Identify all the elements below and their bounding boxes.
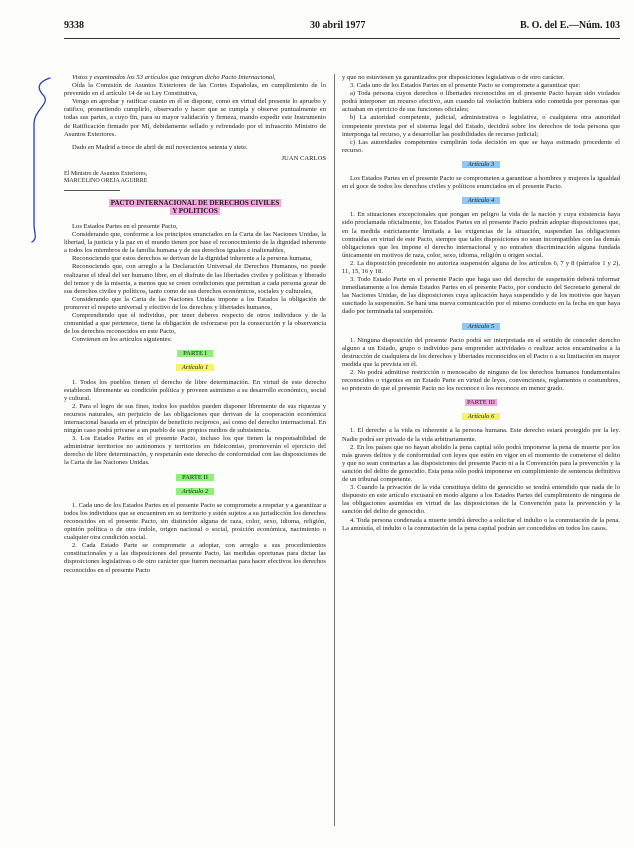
column-divider: [334, 74, 335, 826]
issue-date: 30 abril 1977: [310, 20, 366, 31]
article-3-heading: [342, 161, 620, 169]
part-2-label: PARTE II: [176, 474, 214, 481]
minister-name: MARCELINO OREJA AGUIRRE: [64, 178, 148, 185]
article-6-para-3: 3. Cuando la privación de la vida constituya delito de genocidio se tendrá entendido que nada de lo dispuesto en este artículo excusará en modo alguno a los Estados Partes del cumplimiento de ninguna de las obligaciones asumidas en virtud de las disposiciones de la Convención para la prevención y la sanción del delito de genocidio.: [342, 484, 620, 516]
article-5-para-2: 2. No podrá admitirse restricción o menoscabo de ninguno de los derechos humanos fundamentales reconocidos o vigentes en un Estado Parte en virtud de leyes, convenciones, reglamentos o costumbres, so pretexto de que el presente Pacto no los reconoce o los reconoce en menor grado.: [342, 369, 620, 393]
pact-title-line-1: PACTO INTERNACIONAL DE DERECHOS CIVILES: [110, 198, 280, 207]
article-4-label: Artículo 4: [462, 197, 501, 204]
article-1-para-2: 2. Para el logro de sus fines, todos los pueblos pueden disponer libremente de sus riquezas y recursos naturales, sin perjuicio de las obligaciones que derivan de la cooperación económica internacional basada en el principio de beneficio recíproco, así como del derecho internacional. En ningún caso podrá privarse a un pueblo de sus propios medios de subsistencia.: [64, 402, 326, 435]
right-column: [342, 74, 620, 834]
part-3-heading: [342, 399, 620, 407]
article-6-label: Artículo 6: [462, 413, 501, 420]
header-rule: [64, 38, 620, 39]
article-4-para-2: 2. La disposición precedente no autoriza suspensión alguna de los artículos 6, 7 y 8 (párrafos 1 y 2), 11, 15, 16 y 18.: [342, 259, 620, 275]
paragraph-oida: Oída la Comisión de Asuntos Exteriores de las Cortes Españolas, en cumplimiento de lo prevenido en el artículo 14 de su Ley Constitutiva,: [64, 82, 326, 98]
page-header: [64, 20, 620, 34]
pact-title: [64, 199, 326, 216]
paragraph-vistos: Vistos y examinados los 53 artículos que integran dicho Pacto Internacional,: [72, 74, 276, 81]
preamble-2: Considerando que, conforme a los principios enunciados en la Carta de las Naciones Unidas, la libertad, la justicia y la paz en el mundo tienen por base el reconocimiento de la dignidad inherente a todos los miembros de la familia humana y de sus derechos iguales e inalienables,: [64, 231, 326, 255]
article-5-heading: [342, 323, 620, 331]
pact-title-line-2: Y POLITICOS: [172, 207, 218, 216]
article-2-label: Artículo 2: [176, 488, 215, 495]
article-3-para: Los Estados Partes en el presente Pacto se comprometen a garantizar a hombres y mujeres la igualdad en el goce de todos los derechos civiles y políticos enunciados en el presente Pacto.: [342, 175, 620, 191]
part-3-label: PARTE III: [466, 399, 496, 407]
minister-block: [64, 171, 326, 186]
article-1-para-1: 1. Todos los pueblos tienen el derecho de libre determinación. En virtud de este derecho establecen libremente su condición política y proveen asimismo a su desarrollo económico, social y cultural.: [64, 378, 326, 402]
article-1-label: Artículo 1: [176, 364, 215, 371]
article-2-para-3c: c) Las autoridades competentes cumplirán toda decisión en que se haya estimado procedente el recurso.: [342, 138, 620, 154]
article-3-label: Artículo 3: [462, 161, 501, 168]
section-divider: [64, 190, 120, 191]
minister-title: El Ministro de Asuntos Exteriores,: [64, 170, 148, 177]
preamble-4: Reconociendo que, con arreglo a la Declaración Universal de Derechos Humanos, no puede realizarse el ideal del ser humano libre, en el disfrute de las libertades civiles y políticas y liberado del temor y de la miseria, a menos que se creen condiciones que permitan a cada persona gozar de sus derechos civiles y políticos, tanto como de sus derechos económicos, sociales y culturales,: [64, 263, 326, 295]
article-2-continuation: y que no estuviesen ya garantizados por disposiciones legislativas o de otro carácter.: [342, 74, 565, 81]
paragraph-dado: Dado en Madrid a trece de abril de mil novecientos setenta y siete.: [72, 143, 248, 151]
article-6-para-2: 2. En los países que no hayan abolido la pena capital sólo podrá imponerse la pena de muerte por los más graves delitos y de conformidad con leyes que estén en vigor en el momento de cometerse el delito y que no sean contrarias a las disposiciones del presente Pacto ni a la Convención para la prevención y la sanción del delito de genocidio. Esta pena sólo podrá imponerse en cumplimiento de sentencia definitiva de un tribunal competente.: [342, 443, 620, 484]
article-1-heading: [64, 364, 326, 372]
article-4-para-1: 1. En situaciones excepcionales que pongan en peligro la vida de la nación y cuya existencia haya sido proclamada oficialmente, los Estados Partes en el presente Pacto podrán adoptar disposiciones que, en la medida estrictamente limitada a las exigencias de la situación, suspendan las obligaciones contraídas en virtud de este Pacto, siempre que tales disposiciones no sean incompatibles con las demás obligaciones que les impone el derecho internacional y no entrañen discriminación alguna fundada únicamente en motivos de raza, color, sexo, idioma, religión u origen social.: [342, 211, 620, 259]
preamble-6: Comprendiendo que el individuo, por tener deberes respecto de otros individuos y de la comunidad a que pertenece, tiene la obligación de esforzarse por la consecución y la observancia de los derechos reconocidos en este Pacto,: [64, 311, 326, 336]
article-1-para-3: 3. Los Estados Partes en el presente Pacto, incluso los que tienen la responsabilidad de administrar territorios no autónomos y territorios en fideicomiso, promoverán el ejercicio del derecho de libre determinación, y respetarán este derecho de conformidad con las disposiciones de la Carta de las Naciones Unidas.: [64, 435, 326, 467]
article-2-para-1: 1. Cada uno de los Estados Partes en el presente Pacto se compromete a respetar y a garantizar a todos los individuos que se encuentren en su territorio y estén sujetos a su jurisdicción los derechos reconocidos en el presente Pacto, sin distinción alguna de raza, color, sexo, idioma, religión, opinión política o de otra índole, origen nacional o social, posición económica, nacimiento o cualquier otra condición social.: [64, 501, 326, 542]
left-column: [64, 74, 326, 834]
preamble-7: Convienen en los artículos siguientes:: [72, 336, 172, 344]
article-4-heading: [342, 197, 620, 205]
part-1-label: PARTE I: [177, 350, 213, 357]
article-2-para-3: 3. Cada uno de los Estados Partes en el presente Pacto se compromete a garantizar que:: [350, 82, 581, 90]
paragraph-vengo: Vengo en aprobar y ratificar cuanto en él se dispone, como en virtud del presente lo apruebo y ratifico, prometiendo cumplirlo, observarlo y hacer que se cumpla y observe puntualmente en todas sus partes, a cuyo fin, para su mayor validación y firmeza, mando expedir este Instrumento de Ratificación firmado por Mí, debidamente sellado y refrendado por el infrascrito Ministro de Asuntos Exteriores.: [64, 98, 326, 138]
article-2-para-3a: a) Toda persona cuyos derechos o libertades reconocidos en el presente Pacto hayan sido violados podrá interponer un recurso efectivo, aun cuando tal violación hubiera sido cometida por personas que actuaban en ejercicio de sus funciones oficiales;: [342, 90, 620, 114]
preamble-5: Considerando que la Carta de las Naciones Unidas impone a los Estados la obligación de promover el respeto universal y efectivo de los derechos y libertades humanos,: [64, 295, 326, 311]
article-5-para-1: 1. Ninguna disposición del presente Pacto podrá ser interpretada en el sentido de conceder derecho alguno a un Estado, grupo o individuo para emprender actividades o realizar actos encaminados a la destrucción de cualquiera de los derechos y libertades reconocidos en el Pacto o a su limitación en mayor medida que la prevista en él.: [342, 336, 620, 368]
article-2-heading: [64, 488, 326, 496]
part-2-heading: [64, 474, 326, 482]
article-4-para-3: 3. Todo Estado Parte en el presente Pacto que haga uso del derecho de suspensión deberá informar inmediatamente a los demás Estados Partes en el presente Pacto, por conducto del Secretario general de las Naciones Unidas, de las disposiciones cuya aplicación haya suspendido y de los motivos que hayan suscitado la suspensión. Se hará una nueva comunicación por el mismo conducto en la fecha en que haya dado por terminada tal suspensión.: [342, 276, 620, 316]
article-6-heading: [342, 413, 620, 421]
article-6-para-1: 1. El derecho a la vida es inherente a la persona humana. Este derecho estará protegido por la ley. Nadie podrá ser privado de la vida arbitrariamente.: [342, 427, 620, 443]
part-1-heading: [64, 350, 326, 358]
handwritten-bracket-annotation: [28, 74, 58, 244]
preamble-1: Los Estados Partes en el presente Pacto,: [72, 222, 178, 230]
royal-signature: JUAN CARLOS: [281, 154, 326, 162]
article-2-para-2: 2. Cada Estado Parte se compromete a adoptar, con arreglo a sus procedimientos constitucionales y a las disposiciones del presente Pacto, las medidas oportunas para dictar las disposiciones legislativas o de otro carácter que fueren necesarias para hacer efectivos los derechos reconocidos en el presente Pacto: [64, 542, 326, 574]
article-5-label: Artículo 5: [462, 323, 501, 330]
gazette-issue: B. O. del E.—Núm. 103: [519, 20, 620, 31]
article-6-para-4: 4. Toda persona condenada a muerte tendrá derecho a solicitar el indulto o la conmutación de la pena. La amnistía, el indulto o la conmutación de la pena capital podrán ser concedidos en todos los casos.: [342, 516, 620, 532]
article-2-para-3b: b) La autoridad competente, judicial, administrativa o legislativa, o cualquiera otra autoridad competente prevista por el sistema legal del Estado, decidirá sobre los derechos de toda persona que interponga tal recurso, y a desarrollar las posibilidades de recurso judicial;: [342, 114, 620, 138]
page-number: 9338: [64, 20, 84, 31]
preamble-3: Reconociendo que estos derechos se derivan de la dignidad inherente a la persona humana,: [72, 255, 312, 263]
